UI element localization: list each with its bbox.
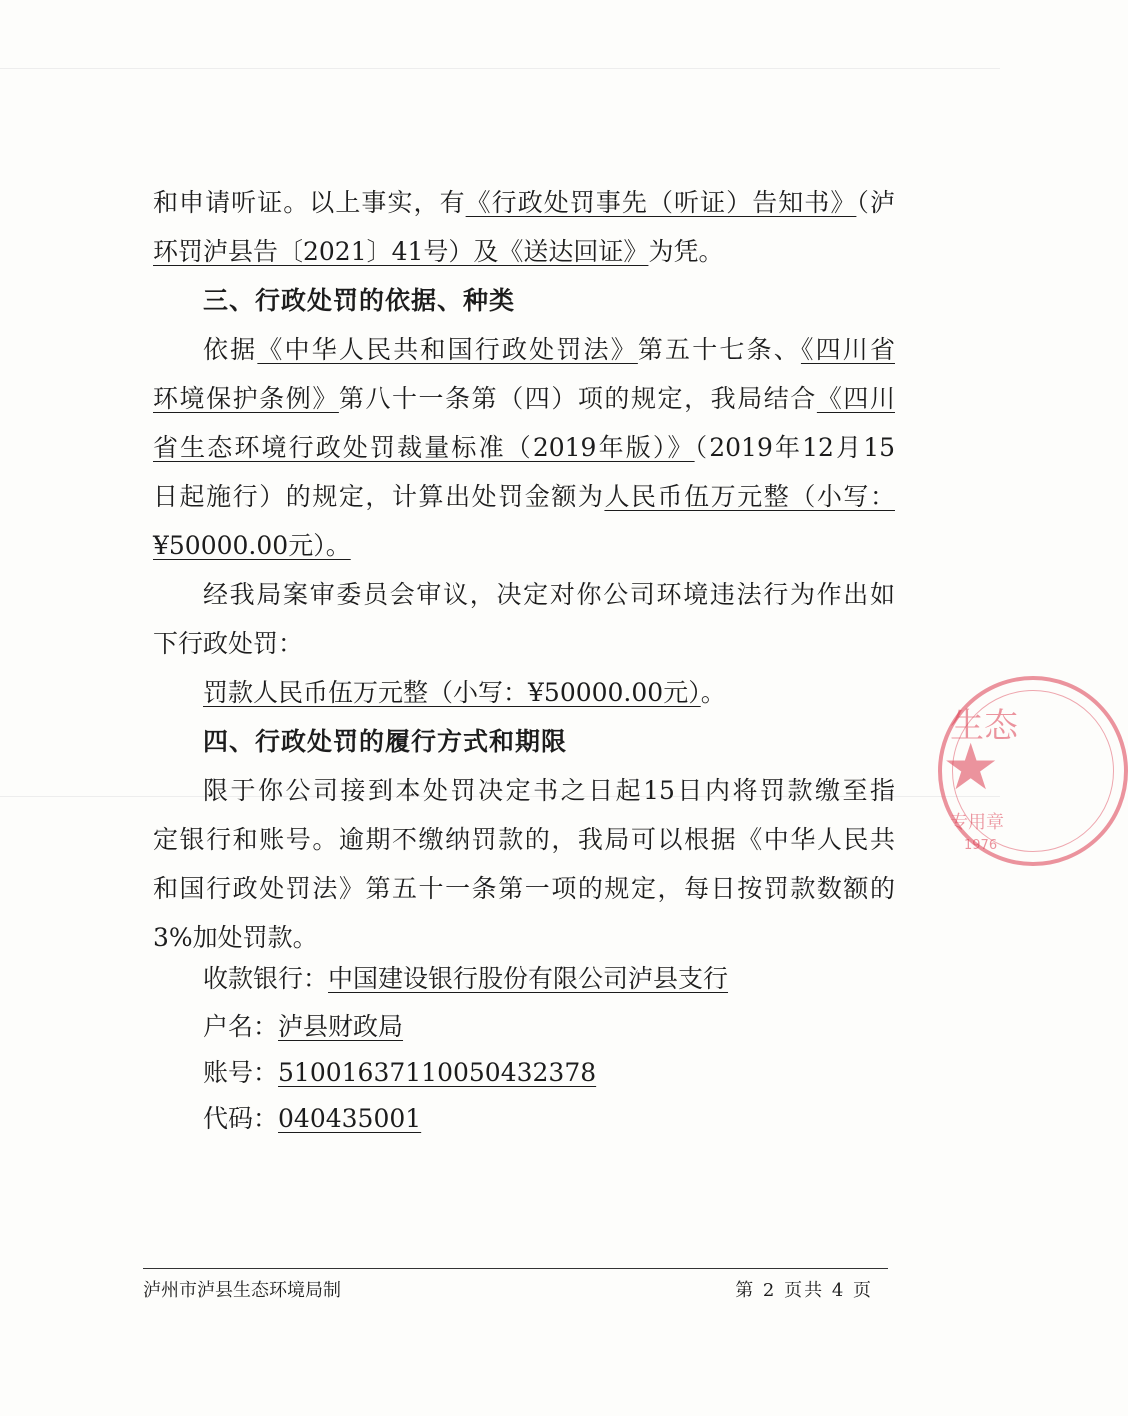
body-line-2 bbox=[153, 235, 895, 271]
penalty-decision: 罚款人民币伍万元整（小写：¥50000.00元） bbox=[203, 678, 701, 707]
text: 和申请听证。以上事实，有 bbox=[153, 188, 466, 217]
code-row bbox=[203, 1102, 945, 1138]
text: 为凭。 bbox=[648, 237, 724, 266]
law-reference: 环境保护条例》 bbox=[153, 384, 339, 413]
text: （泸 bbox=[856, 188, 895, 217]
account-name-label: 户名： bbox=[203, 1012, 279, 1041]
body-line-1 bbox=[153, 186, 895, 222]
footer-issuer: 泸州市泸县生态环境局制 bbox=[143, 1280, 341, 1301]
seal-top-text: 生态 bbox=[950, 706, 1018, 746]
body-line-16: 3%加处罚款。 bbox=[153, 923, 318, 952]
bank-label: 收款银行： bbox=[203, 964, 329, 993]
law-reference: 《四川 bbox=[816, 384, 895, 413]
seal-mid-text: 专用章 bbox=[950, 812, 1004, 833]
law-reference: 省生态环境行政处罚裁量标准（2019年版）》 bbox=[153, 433, 695, 462]
account-number-label: 账号： bbox=[203, 1058, 279, 1087]
body-line-5 bbox=[153, 382, 895, 418]
notice-doc-title: 《行政处罚事先（听证）告知书》 bbox=[465, 188, 857, 217]
body-line-15: 和国行政处罚法》第五十一条第一项的规定，每日按罚款数额的 bbox=[153, 874, 895, 903]
code-label: 代码： bbox=[203, 1104, 279, 1133]
account-name-value: 泸县财政局 bbox=[278, 1012, 404, 1041]
text: 第五十七条、 bbox=[637, 335, 801, 364]
body-line-8 bbox=[153, 529, 895, 565]
account-number-row bbox=[203, 1056, 945, 1092]
star-icon: ★ bbox=[942, 731, 1000, 805]
body-line-14: 定银行和账号。逾期不缴纳罚款的，我局可以根据《中华人民共 bbox=[153, 825, 895, 854]
law-reference: 《四川省 bbox=[800, 335, 895, 364]
body-line-7 bbox=[153, 480, 895, 516]
text: 第八十一条第（四）项的规定，我局结合 bbox=[338, 384, 817, 413]
doc-reference: 环罚泸县告〔2021〕41号）及《送达回证》 bbox=[153, 237, 649, 266]
body-line-4 bbox=[203, 333, 895, 369]
seal-number: 1976 bbox=[964, 838, 998, 853]
body-line-13: 限于你公司接到本处罚决定书之日起15日内将罚款缴至指 bbox=[203, 776, 895, 805]
text: 依据 bbox=[203, 335, 258, 364]
section-heading-3: 三、行政处罚的依据、种类 bbox=[203, 286, 516, 315]
body-line-10: 下行政处罚： bbox=[153, 629, 304, 658]
text: （2019年12月15 bbox=[694, 433, 896, 462]
text: 。 bbox=[700, 678, 726, 707]
footer-divider bbox=[143, 1268, 888, 1269]
body-line-11 bbox=[203, 676, 895, 712]
bank-value: 中国建设银行股份有限公司泸县支行 bbox=[328, 964, 729, 993]
body-line-9: 经我局案审委员会审议，决定对你公司环境违法行为作出如 bbox=[203, 580, 895, 609]
penalty-amount: 人民币伍万元整（小写： bbox=[604, 482, 895, 511]
text: 日起施行）的规定，计算出处罚金额为 bbox=[153, 482, 605, 511]
page-number: 第 2 页共 4 页 bbox=[735, 1280, 873, 1301]
body-line-6 bbox=[153, 431, 895, 467]
account-name-row bbox=[203, 1010, 945, 1046]
official-seal-icon bbox=[938, 676, 1128, 866]
bank-row bbox=[203, 962, 945, 998]
penalty-amount: ¥50000.00元）。 bbox=[153, 531, 351, 560]
code-value: 040435001 bbox=[278, 1104, 422, 1133]
section-heading-4: 四、行政处罚的履行方式和期限 bbox=[203, 727, 568, 756]
law-reference: 《中华人民共和国行政处罚法》 bbox=[257, 335, 638, 364]
account-number-value: 51001637110050432378 bbox=[278, 1058, 597, 1087]
